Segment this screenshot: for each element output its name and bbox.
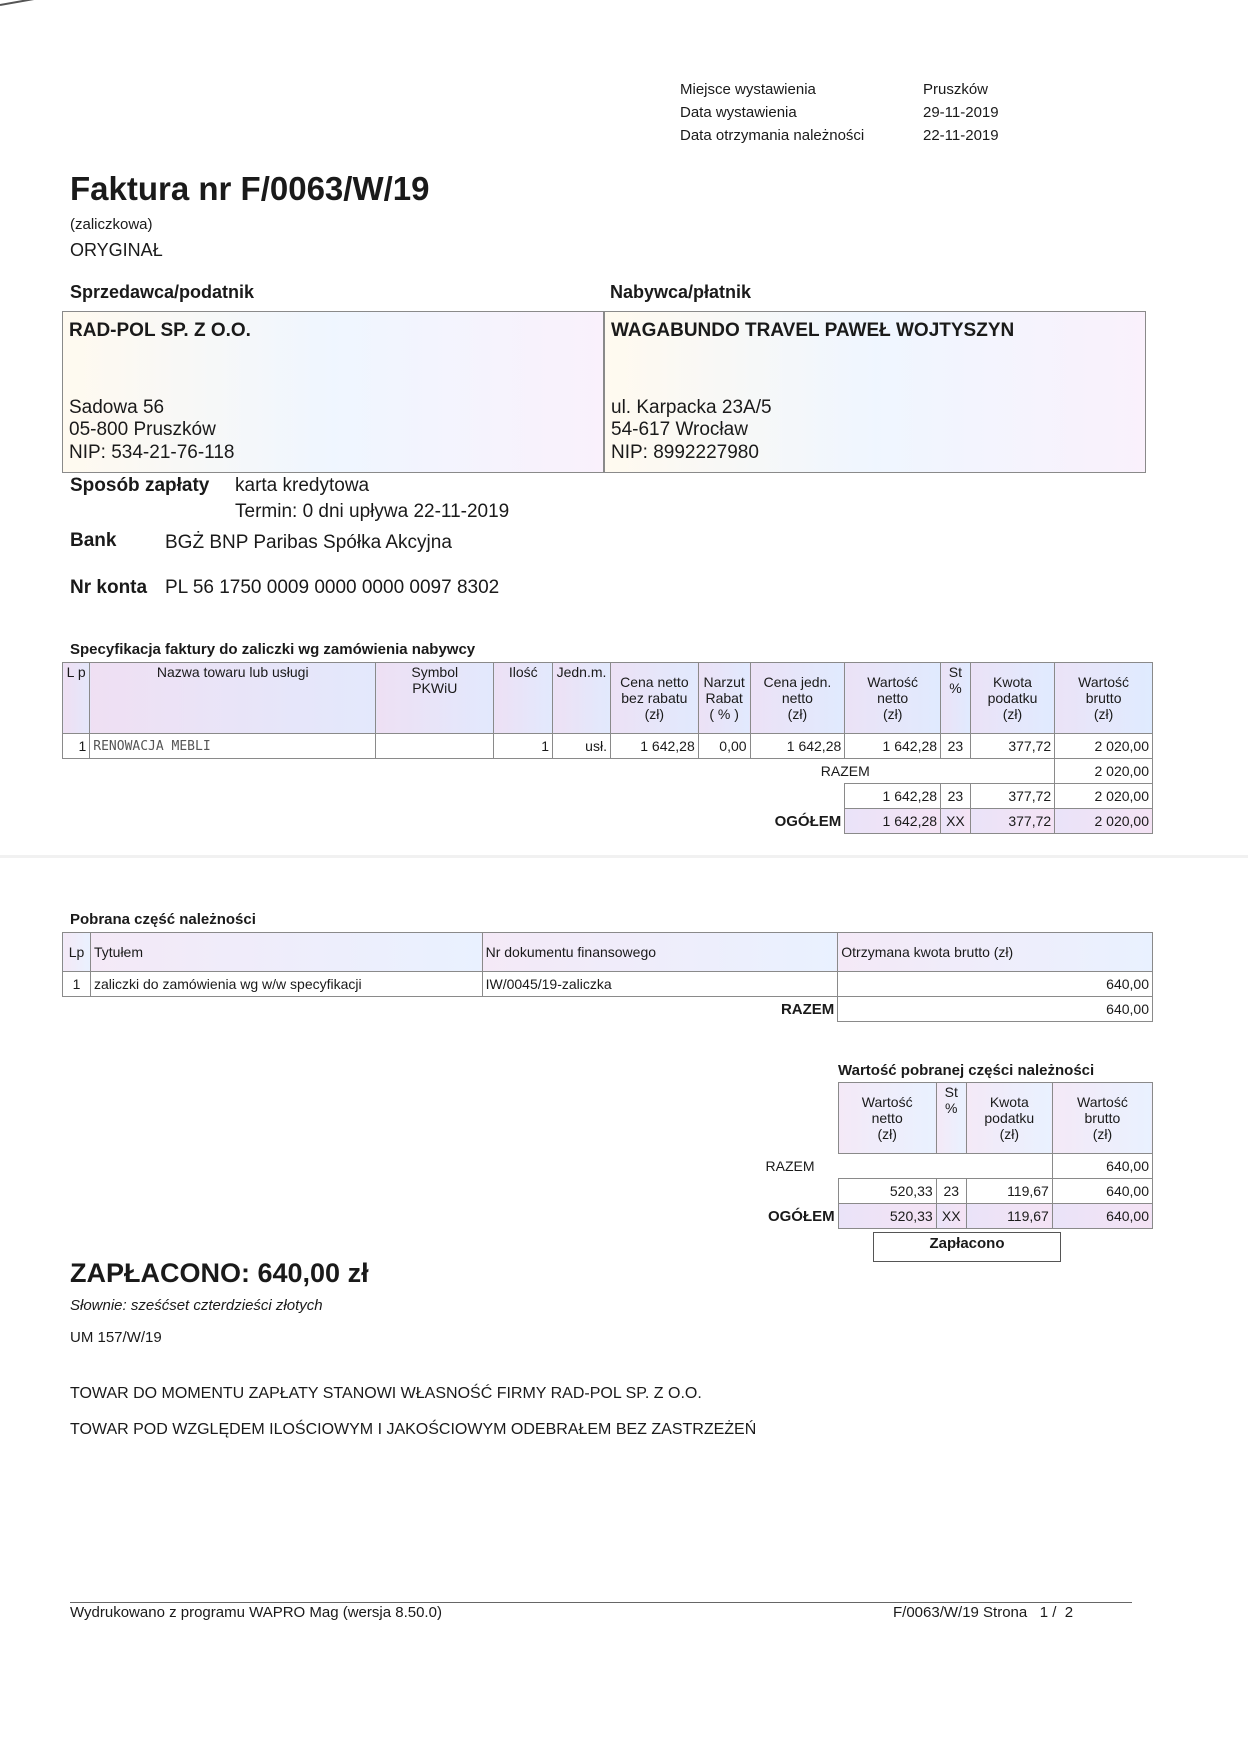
cv-col-rate — [936, 1083, 966, 1154]
buyer-nip: NIP: 8992227980 — [611, 442, 759, 463]
row-qty: 1 — [494, 734, 553, 759]
row-name: RENOWACJA MEBLI — [90, 734, 376, 759]
col-discount-3: ( % ) — [709, 706, 739, 722]
cv-razem-row — [742, 1154, 1153, 1179]
col-net-2: netto — [877, 690, 909, 706]
amount-in-words: Słownie: sześćset czterdzieści złotych — [70, 1297, 323, 1314]
col-name: Nazwa towaru lub usługi — [90, 663, 376, 734]
invoice-title: Faktura nr F/0063/W/19 — [70, 170, 430, 207]
ownership-note: TOWAR DO MOMENTU ZAPŁATY STANOWI WŁASNOŚĆ FIRMY RAD-POL SP. Z O.O. — [70, 1385, 702, 1402]
sum-tax: 377,72 — [970, 784, 1054, 809]
account-number: PL 56 1750 0009 0000 0000 0097 8302 — [165, 577, 500, 598]
spec-title: Specyfikacja faktury do zaliczki wg zamówienia nabywcy — [70, 641, 476, 658]
buyer-name: WAGABUNDO TRAVEL PAWEŁ WOJTYSZYN — [611, 320, 1015, 341]
col-price-2: bez rabatu — [621, 690, 688, 706]
col-net-1: Wartość — [867, 674, 919, 690]
collected-razem-row — [63, 997, 1153, 1022]
row-tax: 377,72 — [970, 734, 1054, 759]
bank-name: BGŻ BNP Paribas Spółka Akcyjna — [165, 532, 452, 553]
ogolem-net: 1 642,28 — [845, 809, 941, 834]
row-symbol — [376, 734, 494, 759]
collected-value-title: Wartość pobranej części należności — [838, 1062, 1095, 1079]
cv-col-net-1: Wartość — [861, 1094, 913, 1110]
cv-header — [742, 1083, 1153, 1154]
col-unit-net-1: Cena jedn. — [763, 674, 832, 690]
collected-razem-label: RAZEM — [780, 1000, 835, 1018]
seller-street: Sadowa 56 — [69, 397, 165, 418]
paid-total: ZAPŁACONO: 640,00 zł — [70, 1258, 369, 1288]
cv-razem-gross: 640,00 — [1052, 1154, 1152, 1179]
col-tax — [970, 663, 1054, 734]
row-rate: 23 — [941, 734, 971, 759]
cv-ogolem-label: OGÓŁEM — [767, 1207, 835, 1225]
row-gross: 2 020,00 — [1055, 734, 1153, 759]
col-unit: Jedn.m. — [553, 663, 611, 734]
col-unit-net-2: netto — [781, 690, 813, 706]
c-row-doc: IW/0045/19-zaliczka — [482, 972, 838, 997]
row-price: 1 642,28 — [610, 734, 698, 759]
col-gross-1: Wartość — [1078, 674, 1129, 690]
col-discount-1: Narzut — [703, 674, 745, 690]
spec-header — [63, 663, 1153, 734]
cv-col-gross — [1052, 1083, 1152, 1154]
col-rate — [941, 663, 971, 734]
original-mark: ORYGINAŁ — [70, 240, 163, 260]
col-qty: Ilość — [494, 663, 553, 734]
col-c-amount: Otrzymana kwota brutto (zł) — [838, 933, 1153, 972]
fold-line — [0, 855, 1248, 858]
ogolem-row — [63, 809, 1153, 834]
footer-page: F/0063/W/19 Strona 1 / 2 — [893, 1604, 1074, 1621]
col-symbol-1: Symbol — [411, 664, 459, 680]
sum-net: 1 642,28 — [845, 784, 941, 809]
col-unit-net-3: (zł) — [787, 706, 808, 722]
col-tax-2: podatku — [987, 690, 1038, 706]
invoice-subtitle: (zaliczkowa) — [70, 216, 153, 233]
col-gross — [1055, 663, 1153, 734]
collected-razem-amount: 640,00 — [838, 997, 1153, 1022]
cv-col-gross-2: brutto — [1084, 1110, 1121, 1126]
cv-col-rate-1: St — [944, 1084, 958, 1100]
collected-value-table — [742, 1082, 1153, 1229]
col-gross-3: (zł) — [1093, 706, 1114, 722]
sum-row — [63, 784, 1153, 809]
seller-city: 05-800 Pruszków — [69, 419, 216, 440]
row-lp: 1 — [63, 734, 90, 759]
row-unit-net: 1 642,28 — [750, 734, 845, 759]
col-price-3: (zł) — [644, 706, 665, 722]
col-discount — [698, 663, 750, 734]
c-row-amount: 640,00 — [838, 972, 1153, 997]
sum-gross: 2 020,00 — [1055, 784, 1153, 809]
col-c-lp: Lp — [63, 933, 91, 972]
cv-razem-label: RAZEM — [765, 1158, 815, 1174]
issue-meta — [680, 78, 999, 147]
col-net-3: (zł) — [882, 706, 903, 722]
payment-method: karta kredytowa — [235, 475, 370, 496]
ogolem-rate: XX — [941, 809, 971, 834]
cv-col-net-2: netto — [871, 1110, 903, 1126]
cv-sum-net: 520,33 — [838, 1179, 936, 1204]
spec-table — [62, 662, 1153, 834]
receipt-date-value: 22-11-2019 — [923, 127, 999, 144]
col-price — [610, 663, 698, 734]
cv-sum-rate: 23 — [936, 1179, 966, 1204]
col-tax-3: (zł) — [1002, 706, 1023, 722]
col-symbol — [376, 663, 494, 734]
place-label: Miejsce wystawienia — [680, 81, 816, 98]
collected-header — [63, 933, 1153, 972]
cv-col-net-3: (zł) — [877, 1126, 897, 1142]
col-price-1: Cena netto — [620, 674, 689, 690]
cv-ogolem-gross: 640,00 — [1052, 1204, 1152, 1229]
footer-program: Wydrukowano z programu WAPRO Mag (wersja 8.50.0) — [70, 1604, 442, 1621]
col-net — [845, 663, 941, 734]
col-c-title: Tytułem — [90, 933, 482, 972]
cv-col-tax-2: podatku — [984, 1110, 1035, 1126]
ogolem-gross: 2 020,00 — [1055, 809, 1153, 834]
ogolem-tax: 377,72 — [970, 809, 1054, 834]
receipt-date-label: Data otrzymania należności — [680, 127, 865, 144]
c-row-title: zaliczki do zamówienia wg w/w specyfikacji — [90, 972, 482, 997]
razem-row — [63, 759, 1153, 784]
paid-stamp: Zapłacono — [873, 1232, 1061, 1262]
cv-col-gross-1: Wartość — [1077, 1094, 1128, 1110]
um-number: UM 157/W/19 — [70, 1329, 162, 1346]
cv-col-tax-3: (zł) — [999, 1126, 1020, 1142]
col-symbol-2: PKWiU — [412, 680, 458, 696]
collected-title: Pobrana część należności — [70, 911, 256, 928]
table-row — [63, 734, 1153, 759]
col-rate-1: St — [948, 664, 963, 680]
cv-ogolem-rate: XX — [936, 1204, 966, 1229]
pen-mark — [0, 0, 83, 6]
cv-col-tax — [966, 1083, 1052, 1154]
cv-col-tax-1: Kwota — [989, 1094, 1029, 1110]
ogolem-label: OGÓŁEM — [774, 812, 842, 830]
seller-box — [62, 311, 604, 473]
seller-name: RAD-POL SP. Z O.O. — [69, 320, 251, 341]
bank-label: Bank — [70, 530, 117, 551]
row-unit: usł. — [553, 734, 611, 759]
collected-table — [62, 932, 1153, 1022]
table-row — [63, 972, 1153, 997]
payment-method-label: Sposób zapłaty — [70, 475, 210, 496]
footer-divider — [70, 1602, 1132, 1603]
seller-nip: NIP: 534-21-76-118 — [69, 442, 235, 463]
buyer-street: ul. Karpacka 23A/5 — [611, 397, 772, 418]
seller-label: Sprzedawca/podatnik — [70, 282, 255, 302]
row-discount: 0,00 — [698, 734, 750, 759]
buyer-label: Nabywca/płatnik — [610, 282, 752, 302]
col-rate-2: % — [949, 680, 962, 696]
cv-sum-tax: 119,67 — [966, 1179, 1052, 1204]
cv-ogolem-tax: 119,67 — [966, 1204, 1052, 1229]
receipt-note: TOWAR POD WZGLĘDEM ILOŚCIOWYM I JAKOŚCIOWYM ODEBRAŁEM BEZ ZASTRZEŻEŃ — [70, 1421, 757, 1438]
buyer-city: 54-617 Wrocław — [611, 419, 748, 440]
row-net: 1 642,28 — [845, 734, 941, 759]
cv-col-net — [838, 1083, 936, 1154]
razem-label: RAZEM — [820, 763, 870, 779]
account-label: Nr konta — [70, 577, 148, 598]
cv-ogolem-net: 520,33 — [838, 1204, 936, 1229]
cv-sum-gross: 640,00 — [1052, 1179, 1152, 1204]
issue-date-label: Data wystawienia — [680, 104, 797, 121]
razem-gross: 2 020,00 — [1055, 759, 1153, 784]
cv-ogolem-row — [742, 1204, 1153, 1229]
place-value: Pruszków — [923, 81, 989, 98]
buyer-box — [604, 311, 1146, 473]
col-gross-2: brutto — [1085, 690, 1122, 706]
col-tax-1: Kwota — [993, 674, 1032, 690]
col-discount-2: Rabat — [705, 690, 743, 706]
cv-col-gross-3: (zł) — [1092, 1126, 1113, 1142]
col-c-doc: Nr dokumentu finansowego — [482, 933, 838, 972]
issue-date-value: 29-11-2019 — [923, 104, 999, 121]
col-unit-net — [750, 663, 845, 734]
sum-rate: 23 — [941, 784, 971, 809]
col-lp: L p — [63, 663, 90, 734]
c-row-lp: 1 — [63, 972, 91, 997]
cv-col-rate-2: % — [945, 1100, 958, 1116]
payment-term: Termin: 0 dni upływa 22-11-2019 — [235, 501, 510, 522]
cv-sum-row — [742, 1179, 1153, 1204]
